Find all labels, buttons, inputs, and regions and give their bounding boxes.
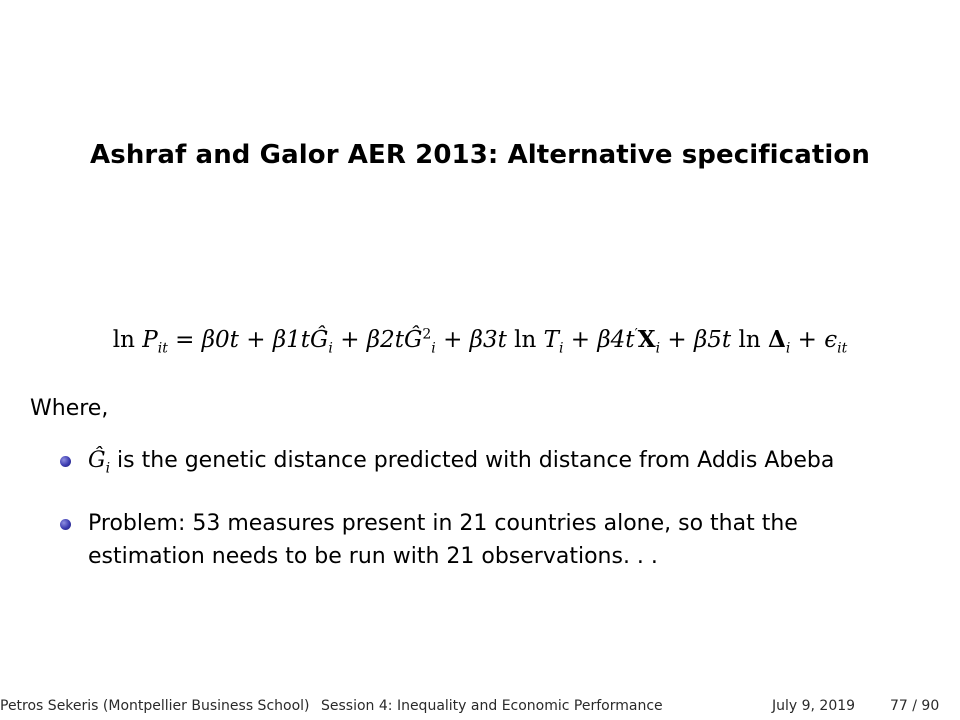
eq-lhs-ln: ln	[112, 327, 135, 353]
eq-term6-var: Δ	[767, 326, 786, 353]
eq-plus-3: +	[443, 327, 463, 353]
eq-term6-coef: β5t	[694, 327, 732, 353]
eq-term3-sup: 2	[422, 326, 432, 343]
eq-term3-coef: β2t	[366, 327, 404, 353]
footer-author: Petros Sekeris (Montpellier Business School)	[0, 698, 310, 714]
slide-title: Ashraf and Galor AER 2013: Alternative specification	[90, 140, 870, 170]
eq-term2-coef: β1t	[272, 327, 311, 353]
eq-term3-sub: i	[431, 340, 436, 357]
eq-lhs-var: P	[142, 327, 158, 353]
eq-error-sub: it	[837, 340, 848, 357]
eq-term1: β0t	[201, 327, 239, 353]
eq-term5-var: X	[637, 326, 656, 353]
eq-equals: =	[175, 327, 195, 353]
eq-plus-2: +	[340, 327, 360, 353]
eq-term2-sub: i	[328, 340, 333, 357]
footer-session: Session 4: Inequality and Economic Performance	[321, 698, 663, 714]
eq-plus-5: +	[667, 327, 687, 353]
eq-term2-var: Ĝ	[310, 327, 329, 353]
eq-term4-coef: β3t	[469, 327, 507, 353]
bullet-dot-icon	[60, 456, 71, 467]
bullet-text: is the genetic distance predicted with distance from Addis Abeba	[110, 448, 835, 473]
bullet-item-problem	[60, 507, 910, 573]
footer	[0, 698, 960, 718]
eq-term3-var: Ĝ	[403, 327, 423, 353]
eq-plus-1: +	[246, 327, 266, 353]
eq-error-var: ϵ	[824, 327, 838, 353]
eq-plus-4: +	[570, 327, 591, 353]
eq-term5-sub: i	[655, 340, 661, 357]
bullet-symbol-sub: i	[105, 460, 111, 477]
eq-term4-sub: i	[558, 340, 564, 357]
bullet-symbol-var: Ĝ	[88, 448, 106, 473]
eq-plus-6: +	[797, 327, 817, 353]
bullet-symbol	[88, 448, 111, 477]
eq-term6-ln: ln	[738, 327, 761, 353]
eq-term4-ln: ln	[514, 327, 537, 353]
equation	[0, 326, 960, 357]
bullet-dot-icon	[60, 519, 71, 530]
bullet-list	[60, 444, 910, 595]
eq-term5-coef: β4t	[597, 327, 635, 353]
eq-term6-sub: i	[785, 340, 791, 357]
footer-page-number: 77 / 90	[890, 698, 940, 714]
footer-date: July 9, 2019	[772, 698, 856, 714]
eq-term5-prime: ′	[634, 326, 638, 343]
bullet-item-genetic-distance	[60, 444, 910, 485]
eq-term4-var: T	[543, 327, 559, 353]
eq-lhs-sub: it	[157, 340, 168, 357]
bullet-text: Problem: 53 measures present in 21 countries alone, so that the estimation needs to be run with 21 observations. . .	[88, 511, 798, 570]
where-label: Where,	[30, 396, 109, 421]
